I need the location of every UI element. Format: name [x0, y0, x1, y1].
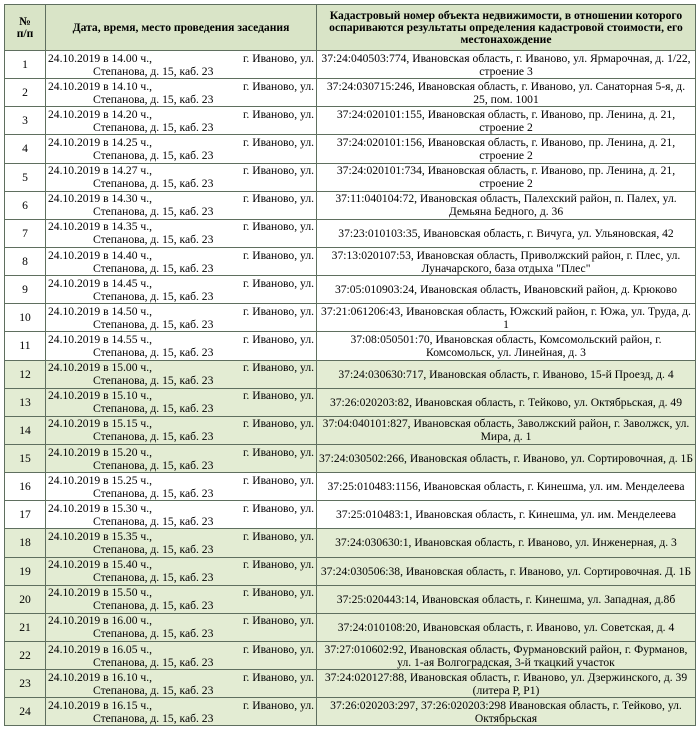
- row-city: г. Иваново, ул.: [242, 529, 314, 543]
- row-number: 12: [5, 360, 46, 388]
- table-body: [5, 51, 696, 726]
- row-address: Степанова, д. 15, каб. 23: [93, 120, 214, 134]
- row-cadastral-object: 37:21:061206:43, Ивановская область, Южский район, г. Южа, ул. Труда, д. 1: [317, 304, 696, 332]
- row-number: 3: [5, 107, 46, 135]
- row-number: 14: [5, 416, 46, 444]
- row-city: г. Иваново, ул.: [242, 248, 314, 262]
- row-number: 11: [5, 332, 46, 360]
- table-row: [5, 191, 696, 219]
- row-datetime: 24.10.2019 в 16.05 ч.,: [48, 642, 153, 656]
- row-cadastral-object: 37:25:010483:1, Ивановская область, г. Кинешма, ул. им. Менделеева: [317, 501, 696, 529]
- row-datetime: 24.10.2019 в 14.10 ч.,: [48, 79, 153, 93]
- row-number: 17: [5, 501, 46, 529]
- row-address: Степанова, д. 15, каб. 23: [93, 599, 214, 613]
- row-city: г. Иваново, ул.: [242, 698, 314, 712]
- row-datetime-place: [46, 79, 317, 107]
- row-datetime-place: [46, 416, 317, 444]
- header-number: [5, 5, 46, 51]
- row-datetime-place: [46, 557, 317, 585]
- row-cadastral-object: 37:24:030630:1, Ивановская область, г. Иваново, ул. Инженерная, д. 3: [317, 529, 696, 557]
- row-cadastral-object: 37:25:010483:1156, Ивановская область, г. Кинешма, ул. им. Менделеева: [317, 473, 696, 501]
- row-address: Степанова, д. 15, каб. 23: [93, 374, 214, 388]
- header-object: Кадастровый номер объекта недвижимости, в отношении которого оспариваются результаты определения кадастровой стоимости, его местонахождение: [317, 5, 696, 51]
- row-city: г. Иваново, ул.: [242, 614, 314, 628]
- row-number: 5: [5, 163, 46, 191]
- row-datetime: 24.10.2019 в 14.25 ч.,: [48, 135, 153, 149]
- table-header-row: [5, 5, 696, 51]
- row-cadastral-object: 37:24:020101:734, Ивановская область, г. Иваново, пр. Ленина, д. 21, строение 2: [317, 163, 696, 191]
- table-row: [5, 79, 696, 107]
- row-number: 13: [5, 388, 46, 416]
- meetings-table: [4, 4, 696, 726]
- table-row: [5, 473, 696, 501]
- row-cadastral-object: 37:24:040503:774, Ивановская область, г. Иваново, ул. Ярмарочная, д. 1/22, строение 3: [317, 51, 696, 79]
- row-city: г. Иваново, ул.: [242, 51, 314, 65]
- row-number: 10: [5, 304, 46, 332]
- row-cadastral-object: 37:13:020107:53, Ивановская область, Приволжский район, г. Плес, ул. Луначарского, база отдыха "Плес": [317, 247, 696, 275]
- table-row: [5, 360, 696, 388]
- table-row: [5, 698, 696, 726]
- row-datetime: 24.10.2019 в 16.00 ч.,: [48, 614, 153, 628]
- row-cadastral-object: 37:23:010103:35, Ивановская область, г. Вичуга, ул. Ульяновская, 42: [317, 219, 696, 247]
- row-city: г. Иваново, ул.: [242, 361, 314, 375]
- row-datetime: 24.10.2019 в 14.30 ч.,: [48, 192, 153, 206]
- table-row: [5, 585, 696, 613]
- row-cadastral-object: 37:24:030502:266, Ивановская область, г. Иваново, ул. Сортировочная, д. 1Б: [317, 444, 696, 472]
- row-datetime-place: [46, 219, 317, 247]
- row-datetime: 24.10.2019 в 15.35 ч.,: [48, 529, 153, 543]
- table-row: [5, 557, 696, 585]
- row-datetime-place: [46, 51, 317, 79]
- table-row: [5, 670, 696, 698]
- row-datetime-place: [46, 276, 317, 304]
- row-address: Степанова, д. 15, каб. 23: [93, 289, 214, 303]
- row-cadastral-object: 37:04:040101:827, Ивановская область, Заволжский район, г. Заволжск, ул. Мира, д. 1: [317, 416, 696, 444]
- row-number: 15: [5, 444, 46, 472]
- row-datetime-place: [46, 191, 317, 219]
- row-number: 7: [5, 219, 46, 247]
- row-datetime-place: [46, 501, 317, 529]
- row-datetime: 24.10.2019 в 15.40 ч.,: [48, 558, 153, 572]
- row-address: Степанова, д. 15, каб. 23: [93, 711, 214, 725]
- row-datetime-place: [46, 163, 317, 191]
- row-datetime-place: [46, 332, 317, 360]
- row-city: г. Иваново, ул.: [242, 220, 314, 234]
- row-address: Степанова, д. 15, каб. 23: [93, 261, 214, 275]
- header-datetime: Дата, время, место проведения заседания: [46, 5, 317, 51]
- row-address: Степанова, д. 15, каб. 23: [93, 627, 214, 641]
- row-datetime-place: [46, 135, 317, 163]
- row-city: г. Иваново, ул.: [242, 135, 314, 149]
- row-city: г. Иваново, ул.: [242, 304, 314, 318]
- row-datetime-place: [46, 247, 317, 275]
- row-cadastral-object: 37:27:010602:92, Ивановская область, Фурмановский район, г. Фурманов, ул. 1-ая Волгоградская, 3-й ткацкий участок: [317, 641, 696, 669]
- row-address: Степанова, д. 15, каб. 23: [93, 177, 214, 191]
- row-city: г. Иваново, ул.: [242, 473, 314, 487]
- row-datetime: 24.10.2019 в 14.45 ч.,: [48, 276, 153, 290]
- row-number: 2: [5, 79, 46, 107]
- row-number: 6: [5, 191, 46, 219]
- row-city: г. Иваново, ул.: [242, 332, 314, 346]
- row-city: г. Иваново, ул.: [242, 192, 314, 206]
- row-address: Степанова, д. 15, каб. 23: [93, 458, 214, 472]
- row-cadastral-object: 37:24:030715:246, Ивановская область, г. Иваново, ул. Санаторная 5-я, д. 25, пом. 1001: [317, 79, 696, 107]
- row-number: 8: [5, 247, 46, 275]
- table-row: [5, 501, 696, 529]
- row-number: 23: [5, 670, 46, 698]
- table-row: [5, 219, 696, 247]
- row-number: 16: [5, 473, 46, 501]
- table-row: [5, 51, 696, 79]
- row-city: г. Иваново, ул.: [242, 642, 314, 656]
- row-cadastral-object: 37:26:020203:82, Ивановская область, г. Тейково, ул. Октябрьская, д. 49: [317, 388, 696, 416]
- row-number: 21: [5, 613, 46, 641]
- row-cadastral-object: 37:25:020443:14, Ивановская область, г. Кинешма, ул. Западная, д.8б: [317, 585, 696, 613]
- row-number: 1: [5, 51, 46, 79]
- row-cadastral-object: 37:26:020203:297, 37:26:020203:298 Ивановская область, г. Тейково, ул. Октябрьская: [317, 698, 696, 726]
- table-row: [5, 107, 696, 135]
- row-number: 19: [5, 557, 46, 585]
- row-datetime: 24.10.2019 в 15.00 ч.,: [48, 361, 153, 375]
- row-address: Степанова, д. 15, каб. 23: [93, 205, 214, 219]
- row-city: г. Иваново, ул.: [242, 670, 314, 684]
- row-datetime-place: [46, 585, 317, 613]
- row-cadastral-object: 37:24:020127:88, Ивановская область, г. Иваново, ул. Дзержинского, д. 39 (литера Р, Р1): [317, 670, 696, 698]
- row-cadastral-object: 37:24:020101:155, Ивановская область, г. Иваново, пр. Ленина, д. 21, строение 2: [317, 107, 696, 135]
- row-city: г. Иваново, ул.: [242, 417, 314, 431]
- row-datetime: 24.10.2019 в 16.15 ч.,: [48, 698, 153, 712]
- row-city: г. Иваново, ул.: [242, 164, 314, 178]
- row-datetime-place: [46, 304, 317, 332]
- row-number: 9: [5, 276, 46, 304]
- table-row: [5, 529, 696, 557]
- row-address: Степанова, д. 15, каб. 23: [93, 514, 214, 528]
- row-address: Степанова, д. 15, каб. 23: [93, 233, 214, 247]
- table-row: [5, 163, 696, 191]
- row-datetime-place: [46, 698, 317, 726]
- row-cadastral-object: 37:24:020101:156, Ивановская область, г. Иваново, пр. Ленина, д. 21, строение 2: [317, 135, 696, 163]
- row-datetime: 24.10.2019 в 15.15 ч.,: [48, 417, 153, 431]
- table-row: [5, 135, 696, 163]
- row-city: г. Иваново, ул.: [242, 586, 314, 600]
- row-datetime: 24.10.2019 в 16.10 ч.,: [48, 670, 153, 684]
- row-address: Степанова, д. 15, каб. 23: [93, 345, 214, 359]
- table-row: [5, 444, 696, 472]
- row-cadastral-object: 37:24:030506:38, Ивановская область, г. Иваново, ул. Сортировочная. Д. 1Б: [317, 557, 696, 585]
- row-address: Степанова, д. 15, каб. 23: [93, 430, 214, 444]
- row-datetime-place: [46, 613, 317, 641]
- row-datetime: 24.10.2019 в 15.20 ч.,: [48, 445, 153, 459]
- row-datetime: 24.10.2019 в 15.30 ч.,: [48, 501, 153, 515]
- row-city: г. Иваново, ул.: [242, 558, 314, 572]
- table-row: [5, 416, 696, 444]
- row-number: 24: [5, 698, 46, 726]
- row-city: г. Иваново, ул.: [242, 276, 314, 290]
- row-address: Степанова, д. 15, каб. 23: [93, 571, 214, 585]
- row-datetime: 24.10.2019 в 14.55 ч.,: [48, 332, 153, 346]
- row-cadastral-object: 37:05:010903:24, Ивановская область, Ивановский район, д. Крюково: [317, 276, 696, 304]
- row-datetime-place: [46, 641, 317, 669]
- row-datetime-place: [46, 360, 317, 388]
- row-number: 22: [5, 641, 46, 669]
- row-address: Степанова, д. 15, каб. 23: [93, 655, 214, 669]
- row-datetime-place: [46, 388, 317, 416]
- row-datetime: 24.10.2019 в 15.50 ч.,: [48, 586, 153, 600]
- row-datetime: 24.10.2019 в 14.20 ч.,: [48, 107, 153, 121]
- row-address: Степанова, д. 15, каб. 23: [93, 402, 214, 416]
- row-datetime: 24.10.2019 в 14.00 ч.,: [48, 51, 153, 65]
- row-address: Степанова, д. 15, каб. 23: [93, 92, 214, 106]
- row-datetime-place: [46, 529, 317, 557]
- row-datetime-place: [46, 670, 317, 698]
- table-row: [5, 247, 696, 275]
- row-datetime-place: [46, 107, 317, 135]
- row-city: г. Иваново, ул.: [242, 501, 314, 515]
- header-number-label: № п/п: [16, 14, 34, 40]
- row-cadastral-object: 37:24:010108:20, Ивановская область, г. Иваново, ул. Советская, д. 4: [317, 613, 696, 641]
- row-address: Степанова, д. 15, каб. 23: [93, 683, 214, 697]
- row-datetime: 24.10.2019 в 14.35 ч.,: [48, 220, 153, 234]
- row-datetime: 24.10.2019 в 14.50 ч.,: [48, 304, 153, 318]
- row-cadastral-object: 37:11:040104:72, Ивановская область, Палехский район, п. Палех, ул. Демьяна Бедного, д. 36: [317, 191, 696, 219]
- table-row: [5, 613, 696, 641]
- row-number: 4: [5, 135, 46, 163]
- row-number: 18: [5, 529, 46, 557]
- row-datetime: 24.10.2019 в 15.10 ч.,: [48, 389, 153, 403]
- table-row: [5, 332, 696, 360]
- row-address: Степанова, д. 15, каб. 23: [93, 317, 214, 331]
- row-city: г. Иваново, ул.: [242, 445, 314, 459]
- row-datetime-place: [46, 444, 317, 472]
- table-row: [5, 388, 696, 416]
- table-row: [5, 304, 696, 332]
- row-cadastral-object: 37:24:030630:717, Ивановская область, г. Иваново, 15-й Проезд, д. 4: [317, 360, 696, 388]
- table-row: [5, 276, 696, 304]
- row-datetime: 24.10.2019 в 14.40 ч.,: [48, 248, 153, 262]
- row-datetime: 24.10.2019 в 14.27 ч.,: [48, 164, 153, 178]
- table-row: [5, 641, 696, 669]
- row-datetime-place: [46, 473, 317, 501]
- row-address: Степанова, д. 15, каб. 23: [93, 486, 214, 500]
- row-address: Степанова, д. 15, каб. 23: [93, 64, 214, 78]
- row-datetime: 24.10.2019 в 15.25 ч.,: [48, 473, 153, 487]
- row-city: г. Иваново, ул.: [242, 107, 314, 121]
- row-address: Степанова, д. 15, каб. 23: [93, 542, 214, 556]
- row-city: г. Иваново, ул.: [242, 389, 314, 403]
- row-number: 20: [5, 585, 46, 613]
- row-address: Степанова, д. 15, каб. 23: [93, 148, 214, 162]
- row-cadastral-object: 37:08:050501:70, Ивановская область, Комсомольский район, г. Комсомольск, ул. Линейная, д. 3: [317, 332, 696, 360]
- row-city: г. Иваново, ул.: [242, 79, 314, 93]
